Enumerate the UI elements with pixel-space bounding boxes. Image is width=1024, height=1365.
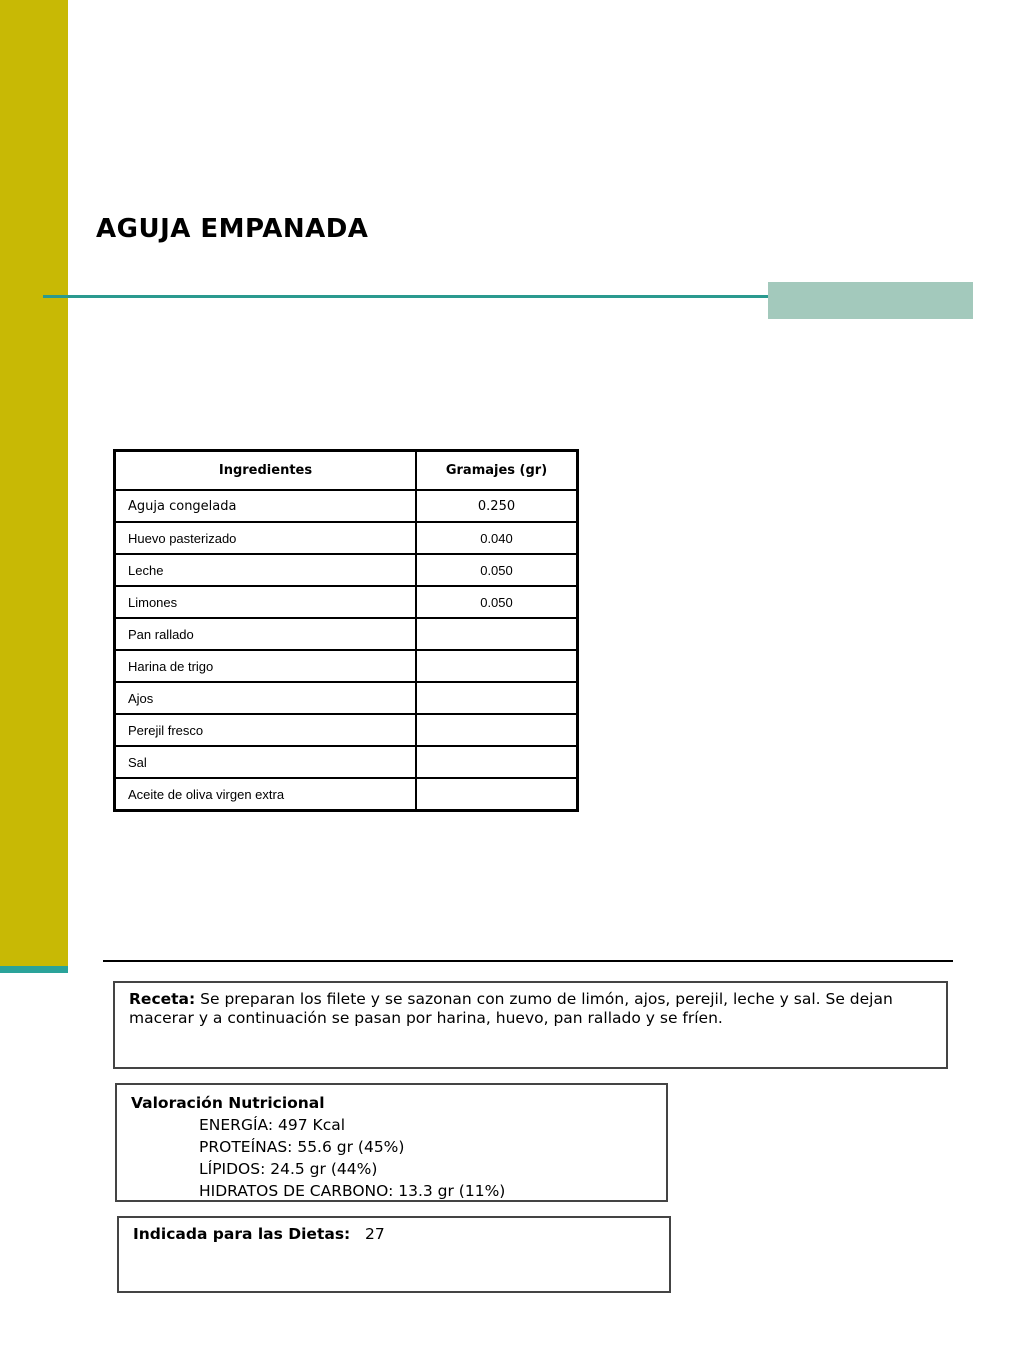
ingredient-grams: 0.050	[416, 586, 578, 618]
nutrition-lipids: LÍPIDOS: 24.5 gr (44%)	[199, 1160, 378, 1178]
ingredient-name: Huevo pasterizado	[115, 522, 417, 554]
ingredient-grams	[416, 682, 578, 714]
header-grams: Gramajes (gr)	[416, 451, 578, 491]
ingredient-grams	[416, 714, 578, 746]
nutrition-label: Valoración Nutricional	[131, 1094, 325, 1112]
title-accent-block	[768, 282, 973, 319]
ingredient-grams: 0.040	[416, 522, 578, 554]
table-row	[115, 682, 578, 714]
table-row	[115, 746, 578, 778]
nutrition-proteins: PROTEÍNAS: 55.6 gr (45%)	[199, 1138, 405, 1156]
ingredient-name: Limones	[115, 586, 417, 618]
table-row	[115, 586, 578, 618]
table-row	[115, 522, 578, 554]
diets-box	[117, 1216, 671, 1293]
ingredient-grams	[416, 746, 578, 778]
left-accent-bar-foot	[0, 966, 68, 973]
table-row	[115, 490, 578, 522]
recipe-label: Receta:	[129, 990, 196, 1008]
diets-value: 27	[365, 1225, 385, 1243]
ingredient-name: Aceite de oliva virgen extra	[115, 778, 417, 811]
table-row	[115, 778, 578, 811]
table-row	[115, 618, 578, 650]
ingredient-name: Ajos	[115, 682, 417, 714]
ingredient-name: Sal	[115, 746, 417, 778]
table-row	[115, 650, 578, 682]
ingredient-name: Pan rallado	[115, 618, 417, 650]
diets-label: Indicada para las Dietas:	[133, 1225, 351, 1243]
ingredient-grams	[416, 650, 578, 682]
table-row	[115, 554, 578, 586]
left-accent-bar	[0, 0, 68, 968]
table-header-row	[115, 451, 578, 491]
page-title: AGUJA EMPANADA	[96, 214, 369, 244]
ingredient-name: Aguja congelada	[115, 490, 417, 522]
ingredient-grams: 0.050	[416, 554, 578, 586]
recipe-box	[113, 981, 948, 1069]
nutrition-energy: ENERGÍA: 497 Kcal	[199, 1116, 346, 1134]
nutrition-carbs: HIDRATOS DE CARBONO: 13.3 gr (11%)	[199, 1182, 506, 1200]
ingredient-name: Harina de trigo	[115, 650, 417, 682]
ingredient-grams	[416, 778, 578, 811]
ingredients-table	[113, 449, 579, 812]
ingredient-grams: 0.250	[416, 490, 578, 522]
nutrition-box	[115, 1083, 668, 1202]
section-divider	[103, 960, 953, 962]
ingredient-name: Leche	[115, 554, 417, 586]
table-row	[115, 714, 578, 746]
recipe-text: Se preparan los filete y se sazonan con zumo de limón, ajos, perejil, leche y sal. Se dejan macerar y a continuación se pasan por harina, huevo, pan rallado y se fríen.	[129, 990, 893, 1027]
ingredient-grams	[416, 618, 578, 650]
header-ingredients: Ingredientes	[115, 451, 417, 491]
ingredient-name: Perejil fresco	[115, 714, 417, 746]
